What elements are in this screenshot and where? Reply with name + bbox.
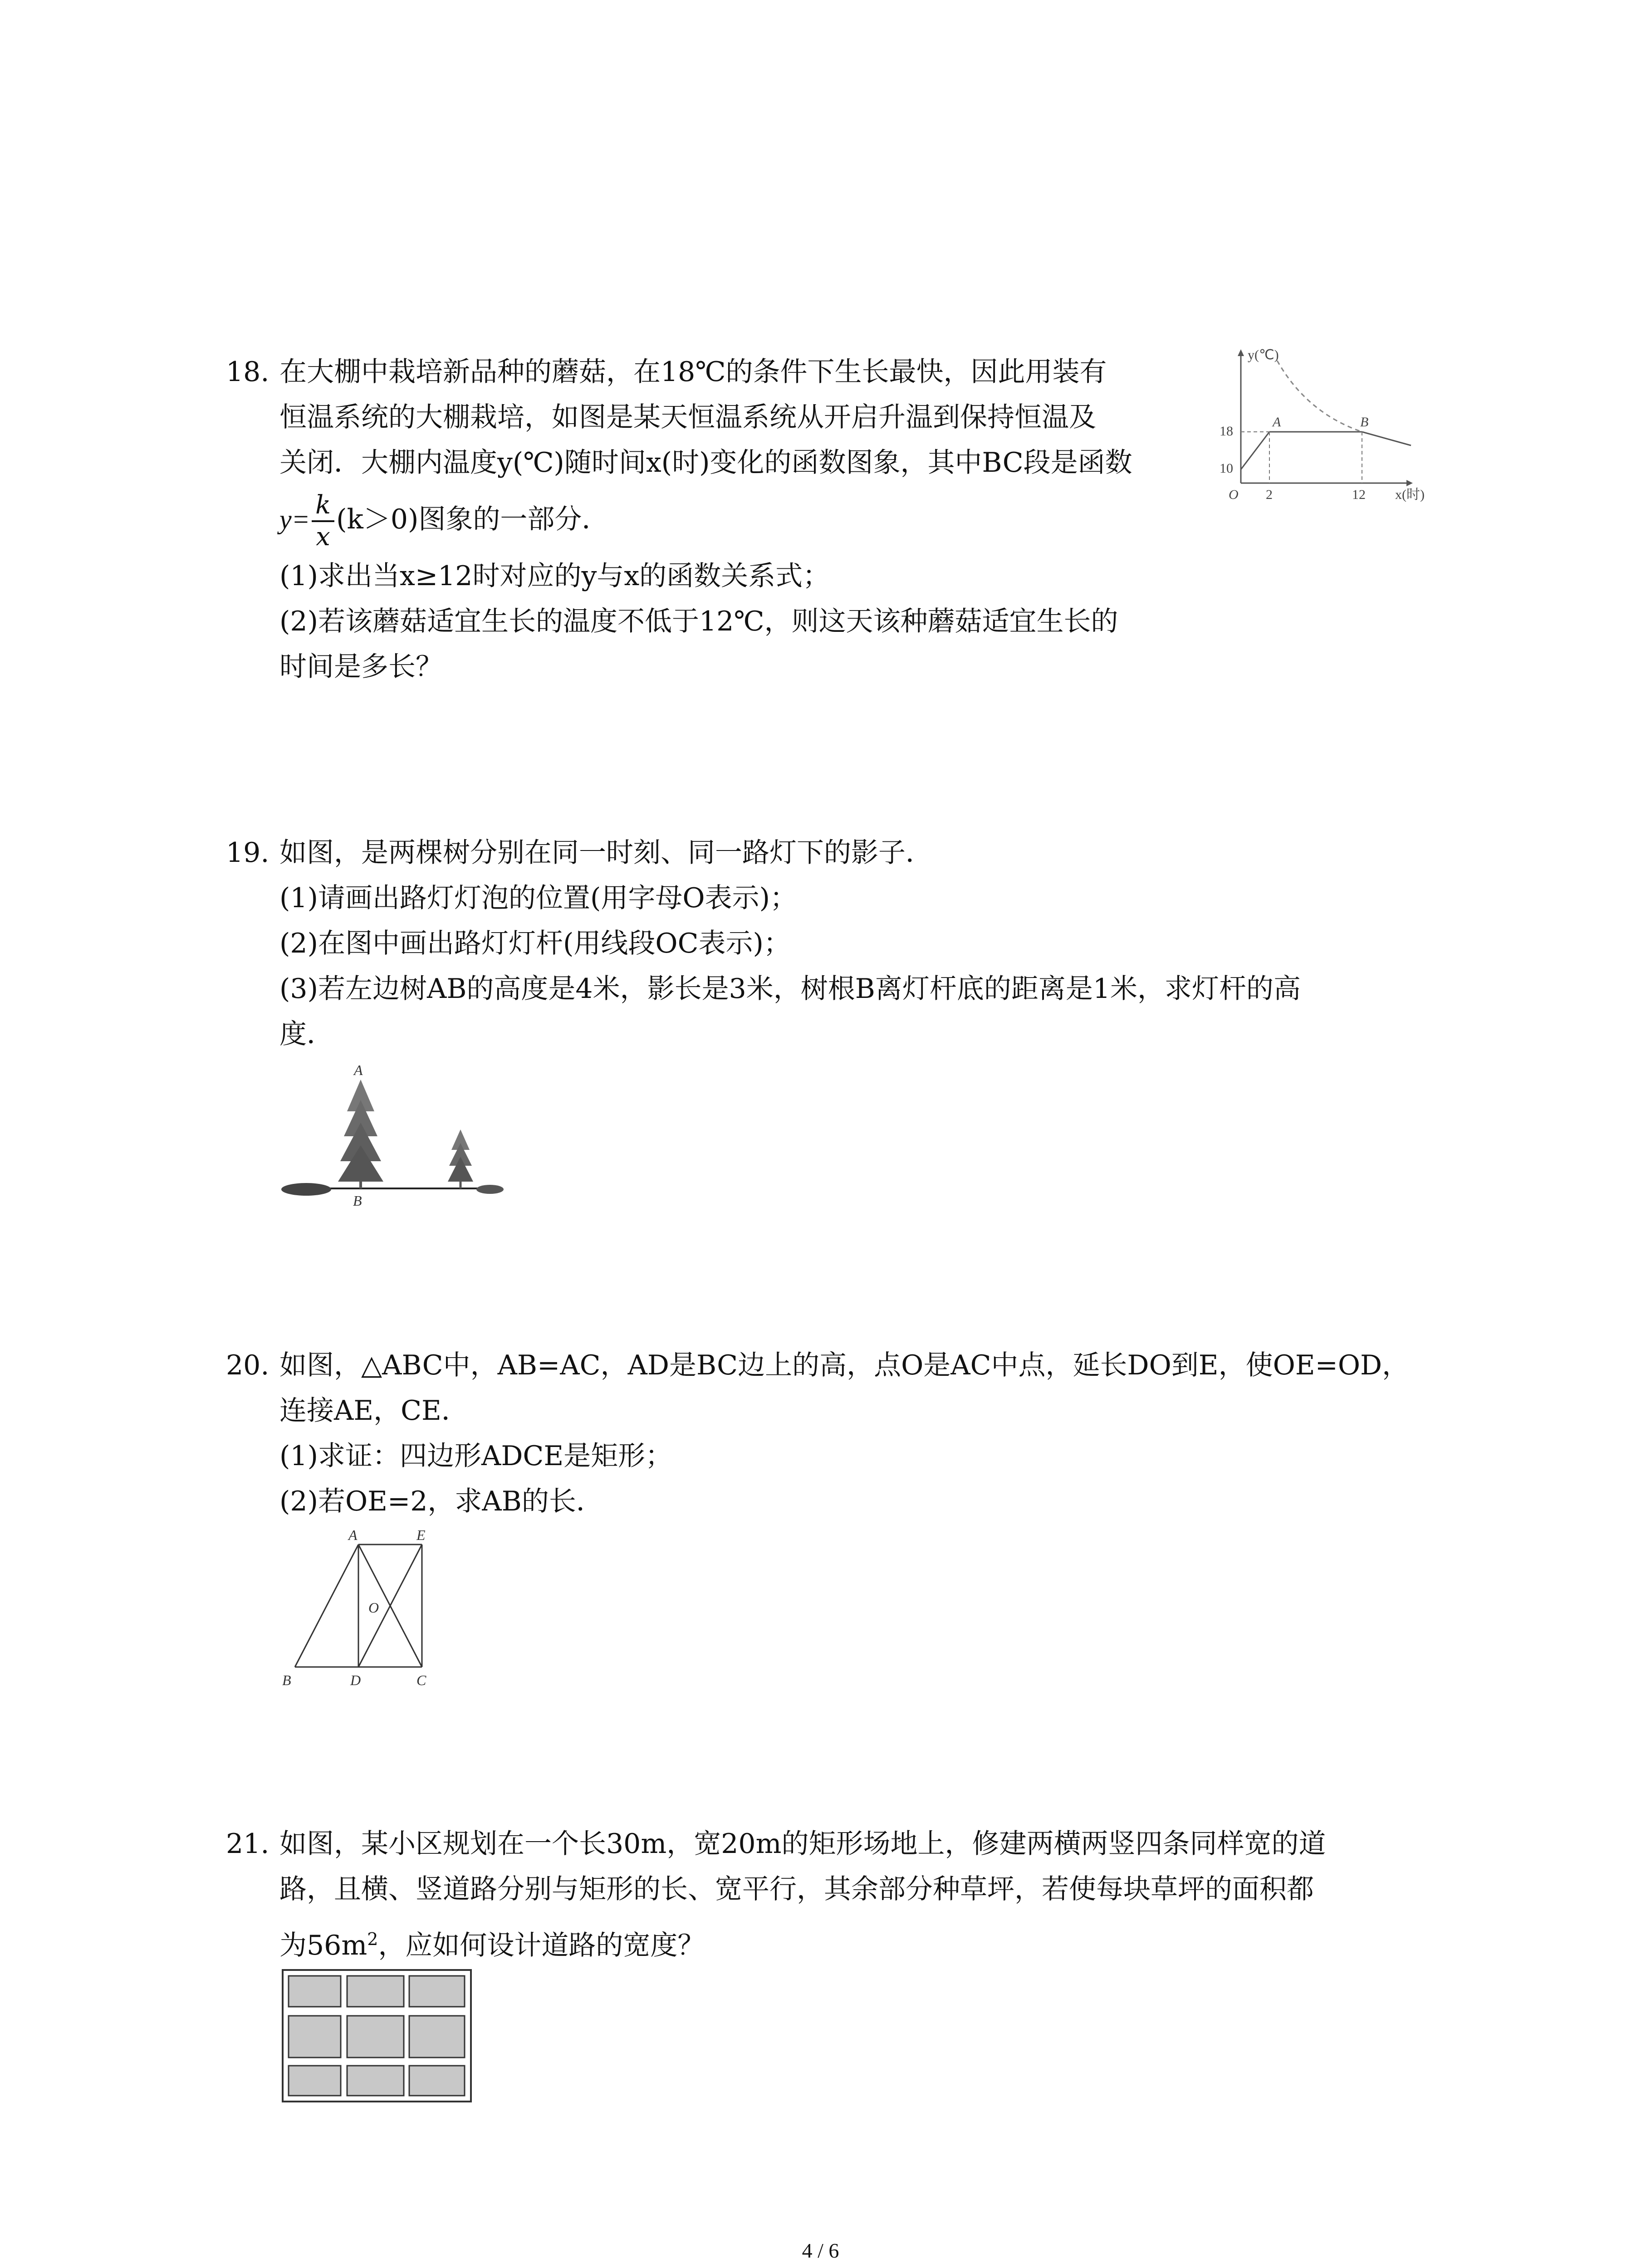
- label-D: D: [350, 1672, 361, 1688]
- question-20: [226, 1343, 1409, 1524]
- lawn-plot: [347, 2016, 404, 2058]
- question-19: [226, 830, 1301, 1057]
- q21-lawn-grid-figure: [281, 1969, 476, 2105]
- question-number: 19.: [226, 837, 269, 869]
- label-C: C: [416, 1672, 426, 1688]
- label-A: A: [348, 1527, 358, 1543]
- page-number: 4 / 6: [802, 2239, 839, 2262]
- label-B: B: [282, 1672, 291, 1688]
- left-tree: [338, 1080, 383, 1188]
- q20-part-1: (1)求证：四边形ADCE是矩形；: [279, 1440, 673, 1472]
- question-number: 20.: [226, 1349, 269, 1381]
- q18-line-3: 关闭．大棚内温度y(℃)随时间x(时)变化的函数图象，其中BC段是函数: [279, 447, 1132, 479]
- lawn-plot: [409, 2066, 465, 2096]
- q20-geometry-figure: [272, 1522, 445, 1694]
- q18-temperature-graph: [1216, 345, 1443, 508]
- lawn-plot: [409, 2016, 465, 2058]
- lawn-plot: [347, 2066, 404, 2096]
- lawn-plot: [289, 2066, 341, 2096]
- q19-part-3-line-1: (3)若左边树AB的高度是4米，影长是3米，树根B离灯杆底的距离是1米，求灯杆的高: [279, 973, 1301, 1005]
- rising-segment: [1241, 432, 1269, 469]
- right-shadow: [476, 1185, 504, 1194]
- q18-part-2-line-2: 时间是多长？: [279, 651, 443, 683]
- q18-line-1: 18. 在大棚中栽培新品种的蘑菇，在18℃的条件下生长最快，因此用装有: [226, 349, 1132, 395]
- q19-part-3-line-2: 度．: [279, 1018, 334, 1050]
- q19-part-2: (2)在图中画出路灯灯杆(用线段OC表示)；: [279, 928, 791, 959]
- q21-line-3: 为$56m^2$，应如何设计道路的宽度？: [279, 1929, 705, 1961]
- q20-line-1: 20. 如图，△ABC中，AB=AC，AD是BC边上的高，点O是AC中点，延长DO到E，使OE=OD，: [226, 1343, 1409, 1388]
- right-tree: [448, 1129, 473, 1188]
- lawn-plot: [289, 1976, 341, 2007]
- lawn-plot: [409, 1976, 465, 2007]
- label-B: B: [353, 1193, 362, 1209]
- lawn-plots: [289, 1976, 465, 2096]
- question-number: 21.: [226, 1828, 269, 1860]
- q18-line-2: 恒温系统的大棚栽培，如图是某天恒温系统从开启升温到保持恒温及: [279, 401, 1096, 433]
- x-tick-2: 2: [1266, 487, 1273, 502]
- q18-part-1: (1)求出当x≥12时对应的y与x的函数关系式；: [279, 560, 830, 592]
- question-21: [226, 1821, 1326, 1973]
- decreasing-segment: [1362, 432, 1411, 445]
- q18-line-4: y= $\frac{k}{x}$ (k＞0)图象的一部分．: [279, 490, 609, 552]
- q18-part-2-line-1: (2)若该蘑菇适宜生长的温度不低于12℃，则这天该种蘑菇适宜生长的: [279, 606, 1118, 637]
- q20-part-2: (2)若OE=2，求AB的长．: [279, 1486, 603, 1517]
- x-tick-12: 12: [1352, 487, 1366, 502]
- y-tick-10: 10: [1220, 461, 1233, 476]
- q21-line-1: 21. 如图，某小区规划在一个长30m，宽20m的矩形场地上，修建两横两竖四条同样宽的道: [226, 1821, 1326, 1867]
- fraction-k-over-x: $\frac{k}{x}$: [312, 490, 334, 552]
- q21-line-2: 路，且横、竖道路分别与矩形的长、宽平行，其余部分种草坪，若使每块草坪的面积都: [279, 1873, 1314, 1905]
- hyperbola-dashed: [1277, 361, 1362, 432]
- q20-line-2: 连接AE，CE．: [279, 1395, 469, 1427]
- point-B-label: B: [1360, 415, 1369, 430]
- question-18: [226, 349, 1132, 689]
- lawn-plot: [289, 2016, 341, 2058]
- label-O: O: [368, 1599, 379, 1616]
- y-tick-18: 18: [1220, 424, 1233, 439]
- q19-trees-figure: [277, 1061, 513, 1211]
- label-A: A: [354, 1062, 363, 1078]
- lawn-plot: [347, 1976, 404, 2007]
- left-shadow: [281, 1183, 331, 1196]
- point-A-label: A: [1273, 415, 1281, 430]
- question-number: 18.: [226, 356, 269, 388]
- label-E: E: [416, 1527, 426, 1543]
- y-axis-label: y(℃): [1248, 347, 1279, 362]
- q19-part-1: (1)请画出路灯灯泡的位置(用字母O表示)；: [279, 882, 797, 914]
- origin-label: O: [1229, 487, 1239, 502]
- q19-line-1: 19. 如图，是两棵树分别在同一时刻、同一路灯下的影子．: [226, 830, 1301, 875]
- x-axis-label: x(时): [1395, 487, 1425, 502]
